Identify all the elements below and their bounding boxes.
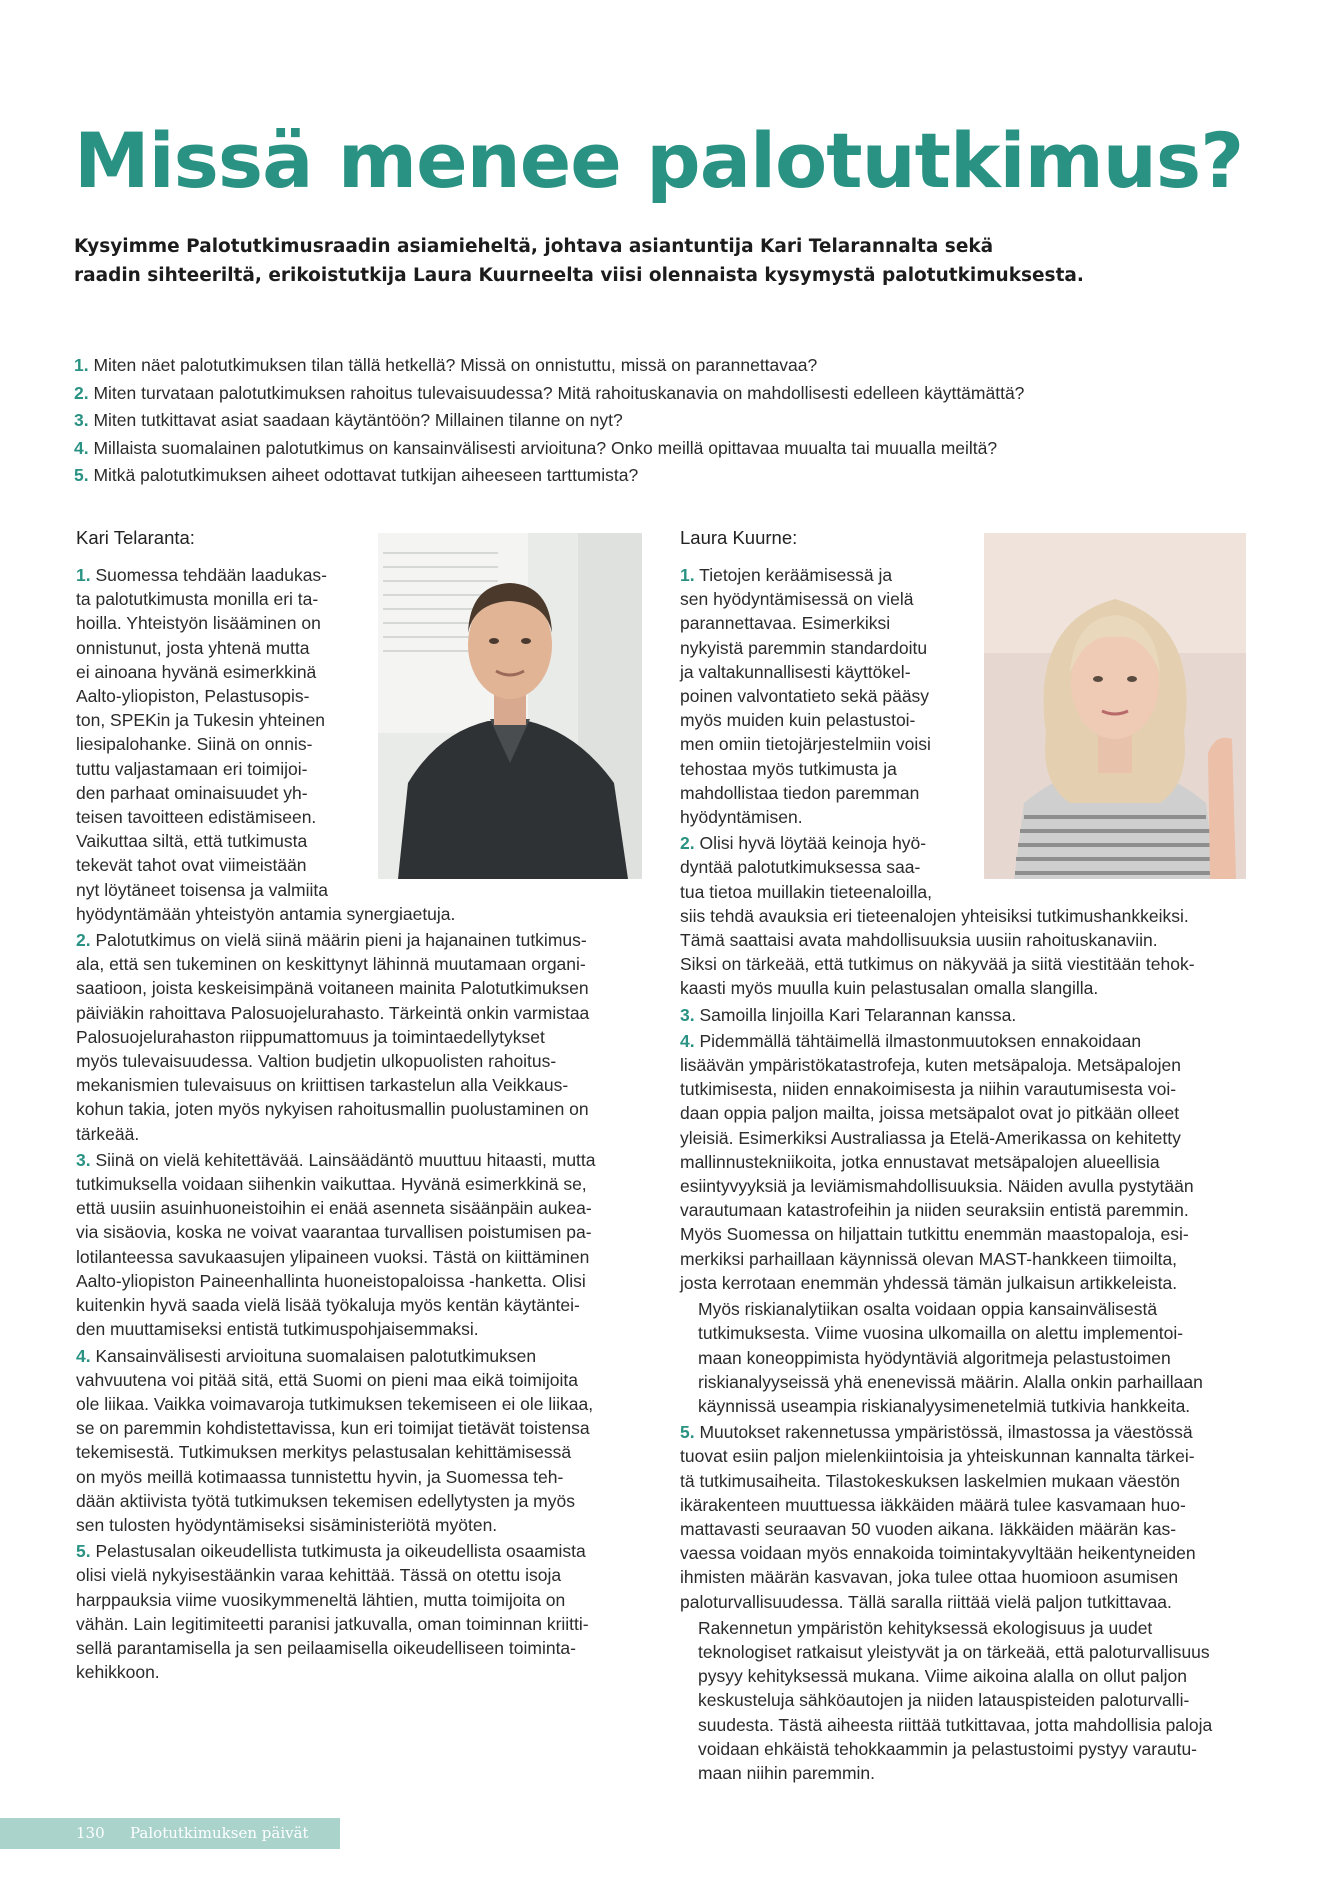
- text-line: [680, 1271, 1246, 1295]
- answer-paragraph: [76, 1148, 650, 1342]
- line-text: tuttu valjastamaan eri toimijoi-: [76, 758, 308, 779]
- line-text: yleisiä. Esimerkiksi Australiassa ja Etelä-Amerikassa on kehitetty: [680, 1127, 1181, 1148]
- portrait-photo-kari: [378, 533, 642, 879]
- text-line: [680, 1174, 1246, 1198]
- text-line: [76, 1049, 650, 1073]
- line-text: mallinnustekniikoita, jotka ennustavat metsäpalojen alueellisia: [680, 1151, 1160, 1172]
- line-text: teisen tavoitteen edistämiseen.: [76, 807, 317, 828]
- line-text: ala, että sen tukeminen on keskittynyt lähinnä muutamaan organi-: [76, 954, 586, 975]
- question-number: 2.: [74, 382, 89, 403]
- line-text: esiintyvyyksiä ja leviämismahdollisuuksia. Näiden avulla pystytään: [680, 1176, 1194, 1197]
- question-item: [74, 462, 1254, 490]
- text-line: [680, 976, 1246, 1000]
- line-text: ihmisten määrän kasvavan, joka tulee ottaa huomioon asumisen: [680, 1567, 1179, 1588]
- text-line: [76, 952, 650, 976]
- line-text: kehikkoon.: [76, 1662, 160, 1683]
- line-text: dään aktiivista työtä tutkimuksen tekemisen edellytysten ja myös: [76, 1490, 575, 1511]
- text-line: [680, 1688, 1246, 1712]
- line-text: siis tehdä avauksia eri tieteenalojen yhteisiksi tutkimushankkeiksi.: [680, 905, 1189, 926]
- text-line: [680, 1469, 1246, 1493]
- text-line: [680, 1150, 1246, 1174]
- line-text: onnistunut, josta yhtenä mutta: [76, 637, 310, 658]
- line-text: paloturvallisuudessa. Tällä saralla riittää vielä paljon tutkittavaa.: [680, 1591, 1172, 1612]
- line-text: pysyy kehityksessä mukana. Viime aikoina alalla on ollut paljon: [698, 1666, 1187, 1687]
- line-text: Siinä on vielä kehitettävää. Lainsäädäntö muuttuu hitaasti, mutta: [90, 1149, 596, 1170]
- answer-number: 4.: [76, 1345, 91, 1366]
- line-text: vähän. Lain legitimiteetti paranisi jatkuvalla, oman toiminnan kriitti-: [76, 1613, 589, 1634]
- line-text: kaasti myös muulla kuin pelastusalan omalla slangilla.: [680, 978, 1099, 999]
- line-text: tä tutkimusaiheita. Tilastokeskuksen laskelmien mukaan väestön: [680, 1470, 1180, 1491]
- line-text: Pelastusalan oikeudellista tutkimusta ja oikeudellista osaamista: [90, 1541, 586, 1562]
- line-text: ta palotutkimusta monilla eri ta-: [76, 589, 319, 610]
- text-line: [680, 1640, 1246, 1664]
- line-text: voidaan ehkäistä tehokkaammin ja pelastustoimi pystyy varautu-: [698, 1738, 1197, 1759]
- answer-paragraph: [680, 1003, 1246, 1027]
- text-line: [680, 1126, 1246, 1150]
- answer-number: 4.: [680, 1030, 695, 1051]
- text-line: [680, 1493, 1246, 1517]
- line-text: Palotutkimus on vielä siinä määrin pieni ja hajanainen tutkimus-: [90, 930, 587, 951]
- text-line: [680, 904, 1246, 928]
- line-text: saatioon, joista keskeisimpänä voitaneen mainita Palotutkimuksen: [76, 978, 589, 999]
- answer-number: 3.: [76, 1149, 91, 1170]
- text-line: [76, 1001, 650, 1025]
- text-line: [76, 878, 650, 902]
- text-line: [680, 1420, 1246, 1444]
- line-text: riskianalyyseissä yhä enenevissä määrin. Alalla onkin parhaillaan: [698, 1371, 1203, 1392]
- line-text: via sisäovia, koska ne voivat vaarantaa turvallisen poistumisen pa-: [76, 1222, 592, 1243]
- line-text: sen tulosten hyödyntämiseksi sisäministeriötä myöten.: [76, 1514, 498, 1535]
- line-text: myös tulevaisuudessa. Valtion budjetin ulkopuolisten rahoitus-: [76, 1051, 557, 1072]
- line-text: Olisi hyvä löytää keinoja hyö-: [694, 833, 927, 854]
- text-line: [680, 1737, 1246, 1761]
- line-text: suudesta. Tästä aiheesta riittää tutkittavaa, jotta mahdollisia paloja: [698, 1714, 1213, 1735]
- question-list: [74, 352, 1254, 490]
- text-line: [680, 1222, 1246, 1246]
- line-text: tuovat esiin paljon mielenkiintoisia ja yhteiskunnan kannalta tärkei-: [680, 1446, 1195, 1467]
- text-line: [680, 1761, 1246, 1785]
- line-text: ei ainoana hyvänä esimerkkinä: [76, 661, 317, 682]
- line-text: Rakennetun ympäristön kehityksessä ekologisuus ja uudet: [698, 1617, 1153, 1638]
- line-text: parannettavaa. Esimerkiksi: [680, 613, 891, 634]
- line-text: Muutokset rakennetussa ympäristössä, ilmastossa ja väestössä: [694, 1422, 1193, 1443]
- line-text: ja valtakunnallisesti käyttökel-: [680, 661, 911, 682]
- text-line: [680, 928, 1246, 952]
- question-number: 5.: [74, 465, 89, 485]
- text-line: [76, 1440, 650, 1464]
- answer-paragraph: [680, 1616, 1246, 1785]
- line-text: keskusteluja sähköautojen ja niiden latauspisteiden paloturvalli-: [698, 1690, 1190, 1711]
- text-line: [76, 1489, 650, 1513]
- line-text: Kansainvälisesti arvioituna suomalaisen palotutkimuksen: [90, 1345, 537, 1366]
- line-text: tekemisestä. Tutkimuksen merkitys pelastusalan kehittämisessä: [76, 1442, 572, 1463]
- line-text: mahdollistaa tiedon paremman: [680, 782, 920, 803]
- question-item: [74, 407, 1254, 435]
- text-line: [680, 1394, 1246, 1418]
- line-text: Myös Suomessa on hiljattain tutkittu enemmän maastopaloja, esi-: [680, 1224, 1189, 1245]
- line-text: Suomessa tehdään laadukas-: [90, 565, 328, 585]
- line-text: merkiksi parhaillaan käynnissä olevan MAST-hankkeen tiimoilta,: [680, 1248, 1178, 1269]
- question-item: [74, 380, 1254, 408]
- text-line: [680, 1053, 1246, 1077]
- line-text: Tämä saattaisi avata mahdollisuuksia uusiin rahoituskanaviin.: [680, 930, 1158, 951]
- text-line: [76, 1660, 650, 1684]
- answer-paragraph: [680, 1297, 1246, 1418]
- text-line: [76, 1563, 650, 1587]
- text-line: [76, 1196, 650, 1220]
- answer-number: 3.: [680, 1004, 695, 1025]
- line-text: Myös riskianalytiikan osalta voidaan oppia kansainvälisestä: [698, 1299, 1158, 1320]
- line-text: harppauksia viime vuosikymmeneltä lähtien, mutta toimijoita on: [76, 1589, 566, 1610]
- article-intro: [74, 232, 1174, 290]
- question-item: [74, 352, 1254, 380]
- line-text: vaessa voidaan myös ennakoida toimintakyvyltään heikentyneiden: [680, 1543, 1196, 1564]
- line-text: on myös meillä kotimaassa tunnistettu hyvin, ja Suomessa teh-: [76, 1466, 564, 1487]
- text-line: [76, 1073, 650, 1097]
- text-line: [680, 1370, 1246, 1394]
- text-line: [680, 1198, 1246, 1222]
- line-text: lotilanteessa savukaasujen ylipaineen vuoksi. Tästä on kiittäminen: [76, 1246, 590, 1267]
- column-heading-kari: Kari Telaranta:: [76, 527, 195, 548]
- line-text: päiviäkin rahoittava Palosuojelurahasto. Tärkeintä onkin varmistaa: [76, 1002, 590, 1023]
- line-text: josta kerrotaan enemmän yhdessä tämän julkaisun artikkeleista.: [680, 1272, 1178, 1293]
- line-text: Pidemmällä tähtäimellä ilmastonmuutoksen ennakoidaan: [694, 1030, 1142, 1051]
- text-line: [680, 1003, 1246, 1027]
- question-number: 1.: [74, 355, 89, 375]
- text-line: [76, 1344, 650, 1368]
- answer-paragraph: [680, 1420, 1246, 1614]
- answer-number: 5.: [680, 1422, 695, 1443]
- text-line: [76, 1245, 650, 1269]
- answer-number: 5.: [76, 1541, 91, 1562]
- text-line: [76, 902, 650, 926]
- text-line: [680, 1029, 1246, 1053]
- line-text: maan koneoppimista hyödyntäviä algoritmeja pelastustoimen: [698, 1347, 1171, 1368]
- text-line: [680, 1101, 1246, 1125]
- question-text: Millaista suomalainen palotutkimus on kansainvälisesti arvioituna? Onko meillä opittavaa muualta tai muualla meiltä?: [88, 437, 998, 458]
- answer-number: 1.: [76, 565, 91, 585]
- answer-paragraph: [76, 1344, 650, 1538]
- text-line: [680, 1541, 1246, 1565]
- line-text: maan niihin paremmin.: [698, 1762, 876, 1783]
- line-text: tutkimisesta, niiden ennakoimisesta ja niihin varautumisesta voi-: [680, 1079, 1177, 1100]
- line-text: dyntää palotutkimuksessa saa-: [680, 857, 921, 878]
- intro-line: raadin sihteeriltä, erikoistutkija Laura Kuurneelta viisi olennaista kysymystä palotutkimuksesta.: [74, 265, 1084, 286]
- line-text: daan oppia paljon mailta, joissa metsäpalot ovat jo pitkään olleet: [680, 1103, 1180, 1124]
- text-line: [76, 1588, 650, 1612]
- portrait-photo-laura: [984, 533, 1246, 879]
- article-title: Missä menee palotutkimus?: [74, 116, 1244, 205]
- answer-number: 2.: [76, 930, 91, 951]
- text-line: [76, 976, 650, 1000]
- question-number: 3.: [74, 410, 89, 430]
- answer-paragraph: [76, 1539, 650, 1684]
- line-text: tutkimuksella voidaan siihenkin vaikuttaa. Hyvänä esimerkkinä se,: [76, 1174, 587, 1195]
- text-line: [680, 1565, 1246, 1589]
- text-line: [680, 1517, 1246, 1541]
- line-text: olisi vielä nykyisestäänkin varaa kehittää. Tässä on otettu isoja: [76, 1565, 562, 1586]
- text-line: [680, 1077, 1246, 1101]
- text-line: [680, 1713, 1246, 1737]
- line-text: ole liikaa. Vaikka voimavaroja tutkimuksen tekemiseen ei ole liikaa,: [76, 1393, 594, 1414]
- answer-number: 1.: [680, 565, 695, 585]
- line-text: liesipalohanke. Siinä on onnis-: [76, 734, 313, 755]
- line-text: poinen valvontatieto sekä pääsy: [680, 686, 930, 707]
- text-line: [680, 880, 1246, 904]
- text-line: [76, 1025, 650, 1049]
- line-text: tehostaa myös tutkimusta ja: [680, 758, 897, 779]
- question-text: Miten näet palotutkimuksen tilan tällä hetkellä? Missä on onnistuttu, missä on parannettavaa?: [88, 355, 818, 375]
- text-line: [680, 1346, 1246, 1370]
- line-text: se on paremmin kohdistettavissa, kun eri toimijat tietävät toistensa: [76, 1418, 590, 1439]
- text-line: [680, 1664, 1246, 1688]
- line-text: mattavasti seuraavan 50 vuoden aikana. Iäkkäiden määrän kas-: [680, 1518, 1177, 1539]
- question-number: 4.: [74, 437, 89, 458]
- line-text: kohun takia, joten myös nykyisen rahoitusmallin puolustaminen on: [76, 1099, 589, 1120]
- text-line: [76, 1172, 650, 1196]
- text-line: [76, 1636, 650, 1660]
- answer-paragraph: [76, 928, 650, 1146]
- line-text: den muuttamiseksi entistä tutkimuspohjaisemmaksi.: [76, 1319, 479, 1340]
- question-text: Mitkä palotutkimuksen aiheet odottavat tutkijan aiheeseen tarttumista?: [88, 465, 639, 485]
- line-text: tutkimuksesta. Viime vuosina ulkomailla on alettu implementoi-: [698, 1323, 1184, 1344]
- text-line: [76, 1097, 650, 1121]
- line-text: Aalto-yliopiston Paineenhallinta huoneistopaloissa -hanketta. Olisi: [76, 1270, 586, 1291]
- line-text: den parhaat ominaisuudet yh-: [76, 782, 308, 803]
- line-text: kuitenkin hyvä saada vielä lisää työkaluja myös kentän käytäntei-: [76, 1295, 580, 1316]
- text-line: [76, 1465, 650, 1489]
- line-text: hoilla. Yhteistyön lisääminen on: [76, 613, 321, 634]
- text-line: [680, 952, 1246, 976]
- line-text: Siksi on tärkeää, että tutkimus on näkyvää ja siitä viestitään tehok-: [680, 954, 1195, 975]
- line-text: myös muiden kuin pelastustoi-: [680, 710, 916, 731]
- question-text: Miten tutkittavat asiat saadaan käytäntöön? Millainen tilanne on nyt?: [88, 410, 623, 430]
- question-text: Miten turvataan palotutkimuksen rahoitus tulevaisuudessa? Mitä rahoituskanavia on mahdollisesti edelleen käyttämättä?: [88, 382, 1025, 403]
- text-line: [680, 1297, 1246, 1321]
- line-text: Aalto-yliopiston, Pelastusopis-: [76, 686, 310, 707]
- text-line: [76, 928, 650, 952]
- line-text: nyt löytäneet toisensa ja valmiita: [76, 879, 328, 900]
- text-line: [76, 1539, 650, 1563]
- line-text: että uusiin asuinhuoneistoihin ei enää asenneta sisäänpäin aukea-: [76, 1198, 592, 1219]
- line-text: nykyistä paremmin standardoitu: [680, 637, 928, 658]
- text-line: [76, 1220, 650, 1244]
- text-line: [680, 1616, 1246, 1640]
- line-text: teknologiset ratkaisut yleistyvät ja on tärkeää, että paloturvallisuus: [698, 1641, 1210, 1662]
- text-line: [76, 1148, 650, 1172]
- line-text: tua tietoa muillakin tieteenaloilla,: [680, 881, 932, 902]
- line-text: Palosuojelurahaston riippumattomuus ja toimintaedellytykset: [76, 1026, 545, 1047]
- text-line: [76, 1392, 650, 1416]
- text-line: [76, 1416, 650, 1440]
- text-line: [76, 1317, 650, 1341]
- text-line: [76, 1368, 650, 1392]
- publication-name: Palotutkimuksen päivät 2021: [130, 1824, 309, 1873]
- page-footer: [0, 1818, 340, 1873]
- question-item: [74, 435, 1254, 463]
- text-line: [680, 1590, 1246, 1614]
- text-line: [680, 1247, 1246, 1271]
- line-text: lisäävän ympäristökatastrofeja, kuten metsäpaloja. Metsäpalojen: [680, 1055, 1181, 1076]
- line-text: vahvuutena voi pitää sitä, että Suomi on pieni maa eikä toimijoita: [76, 1369, 578, 1390]
- line-text: ton, SPEKin ja Tukesin yhteinen: [76, 710, 326, 731]
- line-text: ikärakenteen muuttuessa iäkkäiden määrä tulee kasvamaan huo-: [680, 1494, 1186, 1515]
- line-text: tärkeää.: [76, 1123, 140, 1144]
- text-line: [76, 1612, 650, 1636]
- answer-number: 2.: [680, 833, 695, 854]
- text-line: [680, 1321, 1246, 1345]
- line-text: sellä parantamisella ja sen peilaamisella oikeudelliseen toiminta-: [76, 1637, 576, 1658]
- intro-line: Kysyimme Palotutkimusraadin asiamieheltä, johtava asiantuntija Kari Telarannalta sekä: [74, 236, 994, 257]
- line-text: hyödyntämään yhteistyön antamia synergiaetuja.: [76, 903, 456, 924]
- page-number: 130: [76, 1824, 105, 1842]
- text-line: [680, 1444, 1246, 1468]
- answer-paragraph: [680, 1029, 1246, 1295]
- text-line: [76, 1513, 650, 1537]
- line-text: varautumaan katastrofeihin ja niiden seuraksiin entistä paremmin.: [680, 1200, 1189, 1221]
- line-text: sen hyödyntämisessä on vielä: [680, 589, 914, 610]
- line-text: mekanismien tulevaisuus on kriittisen tarkastelun alla Veikkaus-: [76, 1075, 569, 1096]
- text-line: [76, 1122, 650, 1146]
- line-text: men omiin tietojärjestelmiin voisi: [680, 734, 931, 755]
- line-text: Tietojen keräämisessä ja: [694, 565, 893, 585]
- column-heading-laura: Laura Kuurne:: [680, 527, 798, 548]
- line-text: tekevät tahot ovat viimeistään: [76, 855, 307, 876]
- line-text: Vaikuttaa siltä, että tutkimusta: [76, 831, 308, 852]
- text-line: [76, 1269, 650, 1293]
- line-text: käynnissä useampia riskianalyysimenetelmiä tutkivia hankkeita.: [698, 1395, 1191, 1416]
- line-text: Samoilla linjoilla Kari Telarannan kanssa.: [694, 1004, 1017, 1025]
- line-text: hyödyntämisen.: [680, 807, 803, 828]
- text-line: [76, 1293, 650, 1317]
